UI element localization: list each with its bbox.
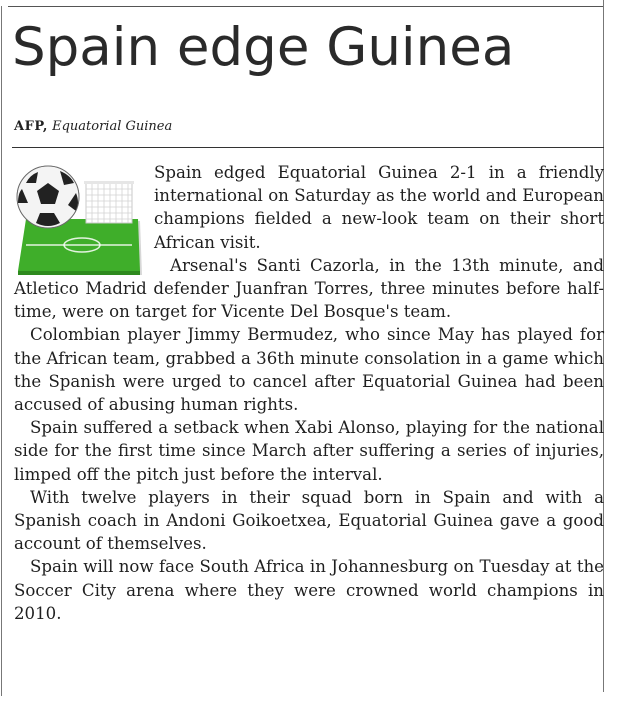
byline-agency: AFP, bbox=[14, 119, 48, 134]
paragraph: With twelve players in their squad born in Spain and with a Spanish coach in Andoni Goikoetxea, Equatorial Guinea gave a good account of themselves. bbox=[14, 487, 604, 554]
paragraph: Colombian player Jimmy Bermudez, who since May has played for the African team, grabbed a 36th minute consolation in a game which the Spanish were urged to cancel after Equatorial Guinea had been accused of abusing human rights. bbox=[14, 325, 604, 415]
soccer-ball-pitch-icon bbox=[14, 163, 146, 277]
byline-location: Equatorial Guinea bbox=[52, 119, 173, 134]
headline: Spain edge Guinea bbox=[12, 17, 515, 78]
paragraph: Spain will now face South Africa in Johannesburg on Tuesday at the Soccer City arena where they were crowned world champions in 2010. bbox=[14, 557, 604, 623]
top-rule bbox=[8, 6, 604, 7]
byline-rule bbox=[12, 147, 604, 148]
byline bbox=[14, 119, 172, 134]
paragraph: Spain suffered a setback when Xabi Alonso, playing for the national side for the first time since March after suffering a series of injuries, limped off the pitch just before the interval. bbox=[14, 418, 604, 484]
paragraph: Arsenal's Santi Cazorla, in the 13th minute, and Atletico Madrid defender Juanfran Torres, three minutes before half-time, were on target for Vicente Del Bosque's team. bbox=[14, 255, 604, 322]
article-body bbox=[14, 161, 604, 625]
paragraph: Spain edged Equatorial Guinea 2-1 in a friendly international on Saturday as the world and European champions fielded a new-look team on their short African visit. bbox=[154, 163, 604, 252]
left-rule bbox=[1, 6, 2, 696]
